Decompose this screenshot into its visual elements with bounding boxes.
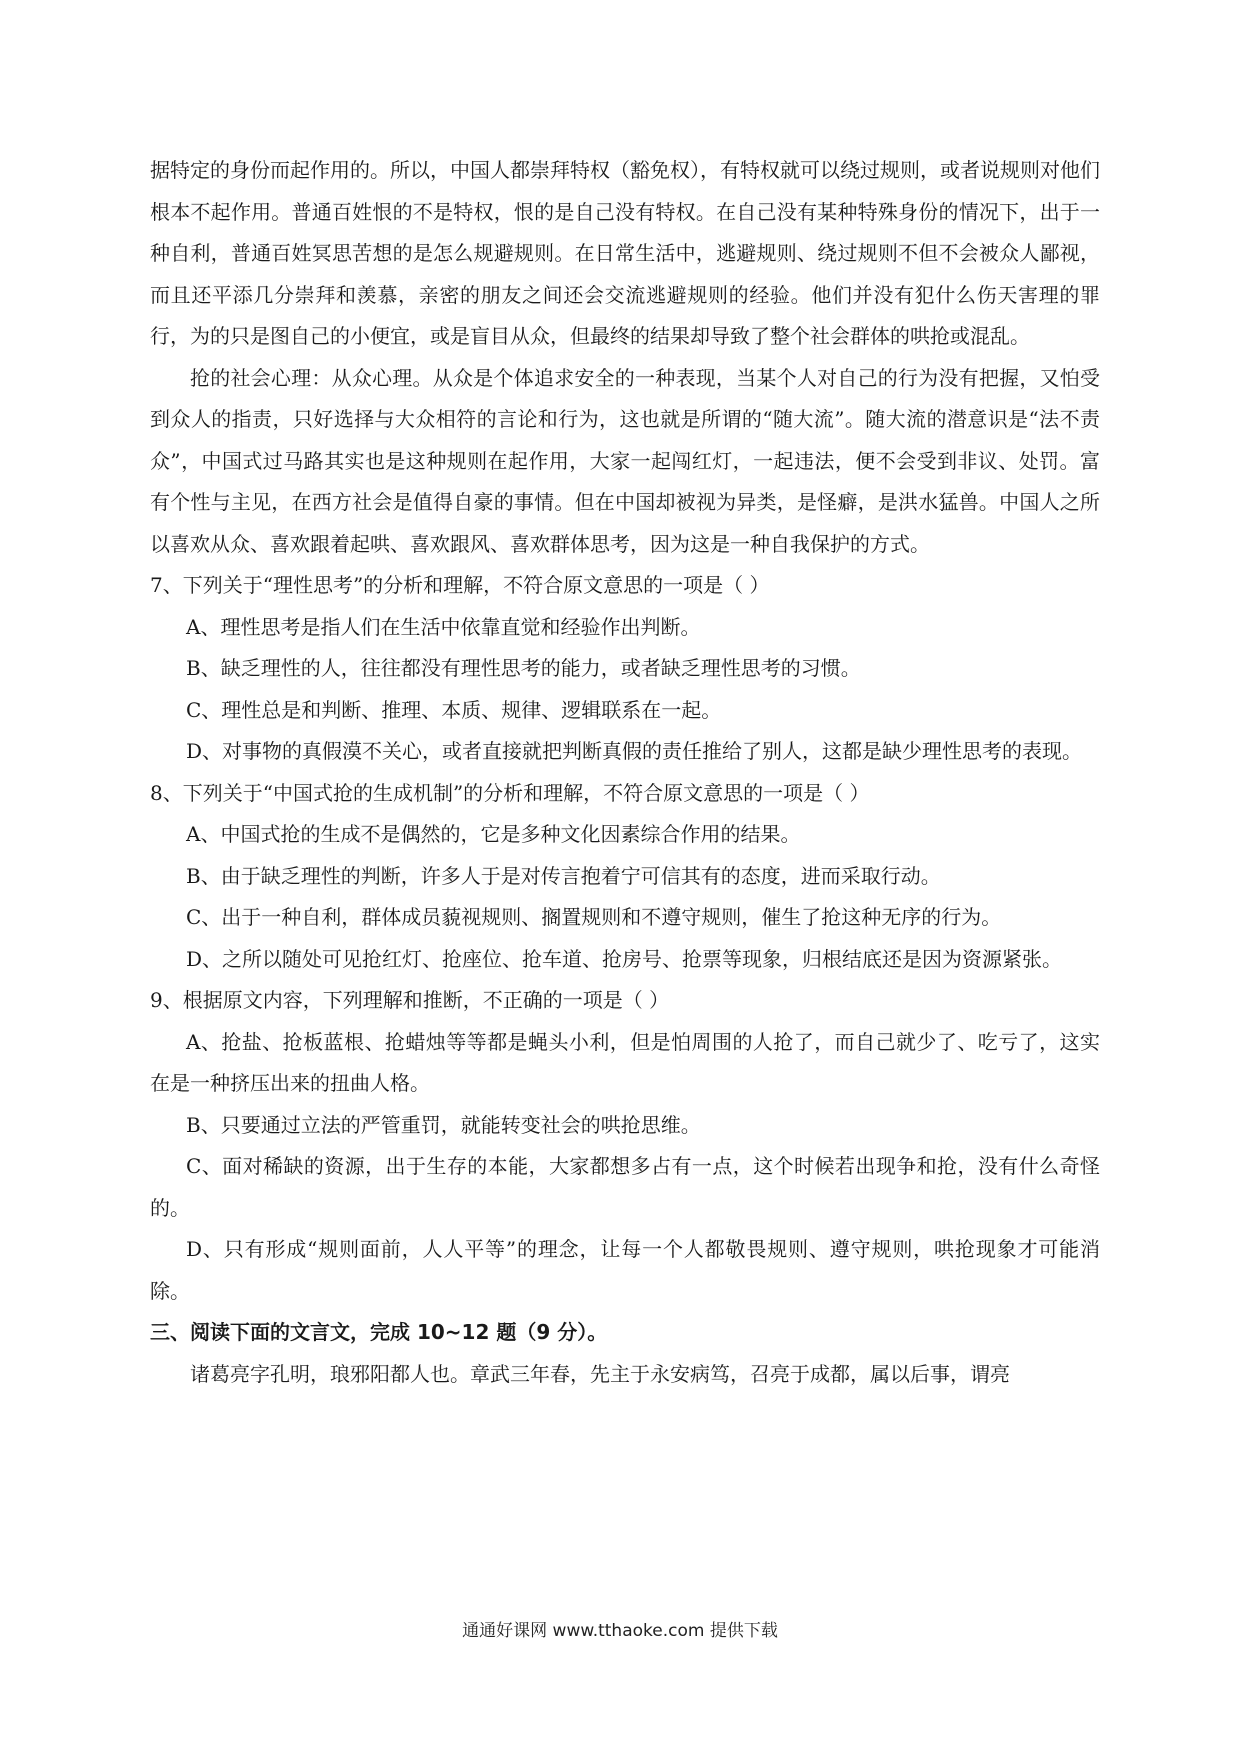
question-stem: 7、下列关于“理性思考”的分析和理解，不符合原文意思的一项是（ ）: [150, 573, 770, 597]
question-8: [150, 773, 1100, 981]
question-option-b: B、缺乏理性的人，往往都没有理性思考的能力，或者缺乏理性思考的习惯。: [186, 656, 861, 680]
passage-paragraph-1: 据特定的身份而起作用的。所以，中国人都崇拜特权（豁免权），有特权就可以绕过规则，或者说规则对他们根本不起作用。普通百姓恨的不是特权，恨的是自己没有特权。在自己没有某种特殊身份的情况下，出于一种自利，普通百姓冥思苦想的是怎么规避规则。在日常生活中，逃避规则、绕过规则不但不会被众人鄙视，而且还平添几分崇拜和羡慕，亲密的朋友之间还会交流逃避规则的经验。他们并没有犯什么伤天害理的罪行，为的只是图自己的小便宜，或是盲目从众，但最终的结果却导致了整个社会群体的哄抢或混乱。: [150, 158, 1100, 348]
question-option-d: D、之所以随处可见抢红灯、抢座位、抢车道、抢房号、抢票等现象，归根结底还是因为资源紧张。: [186, 946, 1063, 971]
question-option-b: B、由于缺乏理性的判断，许多人于是对传言抱着宁可信其有的态度，进而采取行动。: [186, 863, 941, 888]
passage-paragraph-2: 抢的社会心理：从众心理。从众是个体追求安全的一种表现，当某个人对自己的行为没有把握，又怕受到众人的指责，只好选择与大众相符的言论和行为，这也就是所谓的“随大流”。随大流的潜意识是“法不责众”，中国式过马路其实也是这种规则在起作用，大家一起闯红灯，一起违法，便不会受到非议、处罚。富有个性与主见，在西方社会是值得自豪的事情。但在中国却被视为异类，是怪癖，是洪水猛兽。中国人之所以喜欢从众、喜欢跟着起哄、喜欢跟风、喜欢群体思考，因为这是一种自我保护的方式。: [150, 365, 1100, 556]
question-option-a: A、理性思考是指人们在生活中依靠直觉和经验作出判断。: [186, 614, 701, 639]
question-option-c: C、出于一种自利，群体成员藐视规则、搁置规则和不遵守规则，催生了抢这种无序的行为。: [186, 905, 1002, 929]
question-stem: 9、根据原文内容，下列理解和推断，不正确的一项是（ ）: [150, 988, 670, 1012]
question-option-c: C、面对稀缺的资源，出于生存的本能，大家都想多占有一点，这个时候若出现争和抢，没有什么奇怪的。: [150, 1154, 1100, 1220]
classical-text-paragraph: 诸葛亮字孔明，琅邪阳都人也。章武三年春，先主于永安病笃，召亮于成都，属以后事，谓亮: [190, 1361, 1010, 1386]
question-stem: 8、下列关于“中国式抢的生成机制”的分析和理解，不符合原文意思的一项是（ ）: [150, 780, 870, 805]
question-option-a: A、抢盐、抢板蓝根、抢蜡烛等等都是蝇头小利，但是怕周围的人抢了，而自己就少了、吃亏了，这实在是一种挤压出来的扭曲人格。: [150, 1029, 1100, 1095]
question-option-d: D、只有形成“规则面前，人人平等”的理念，让每一个人都敬畏规则、遵守规则，哄抢现象才可能消除。: [150, 1237, 1100, 1303]
section-heading: 三、阅读下面的文言文，完成 10~12 题（9 分）。: [150, 1320, 608, 1344]
page-content: [150, 150, 1100, 1395]
question-7: [150, 565, 1100, 773]
question-option-b: B、只要通过立法的严管重罚，就能转变社会的哄抢思维。: [186, 1112, 701, 1137]
question-option-d: D、对事物的真假漠不关心，或者直接就把判断真假的责任推给了别人，这都是缺少理性思考的表现。: [186, 739, 1083, 763]
question-9: [150, 980, 1100, 1312]
question-option-a: A、中国式抢的生成不是偶然的，它是多种文化因素综合作用的结果。: [186, 822, 801, 846]
question-option-c: C、理性总是和判断、推理、本质、规律、逻辑联系在一起。: [186, 697, 722, 722]
page-footer: 通通好课网 www.tthaoke.com 提供下载: [462, 1621, 778, 1641]
